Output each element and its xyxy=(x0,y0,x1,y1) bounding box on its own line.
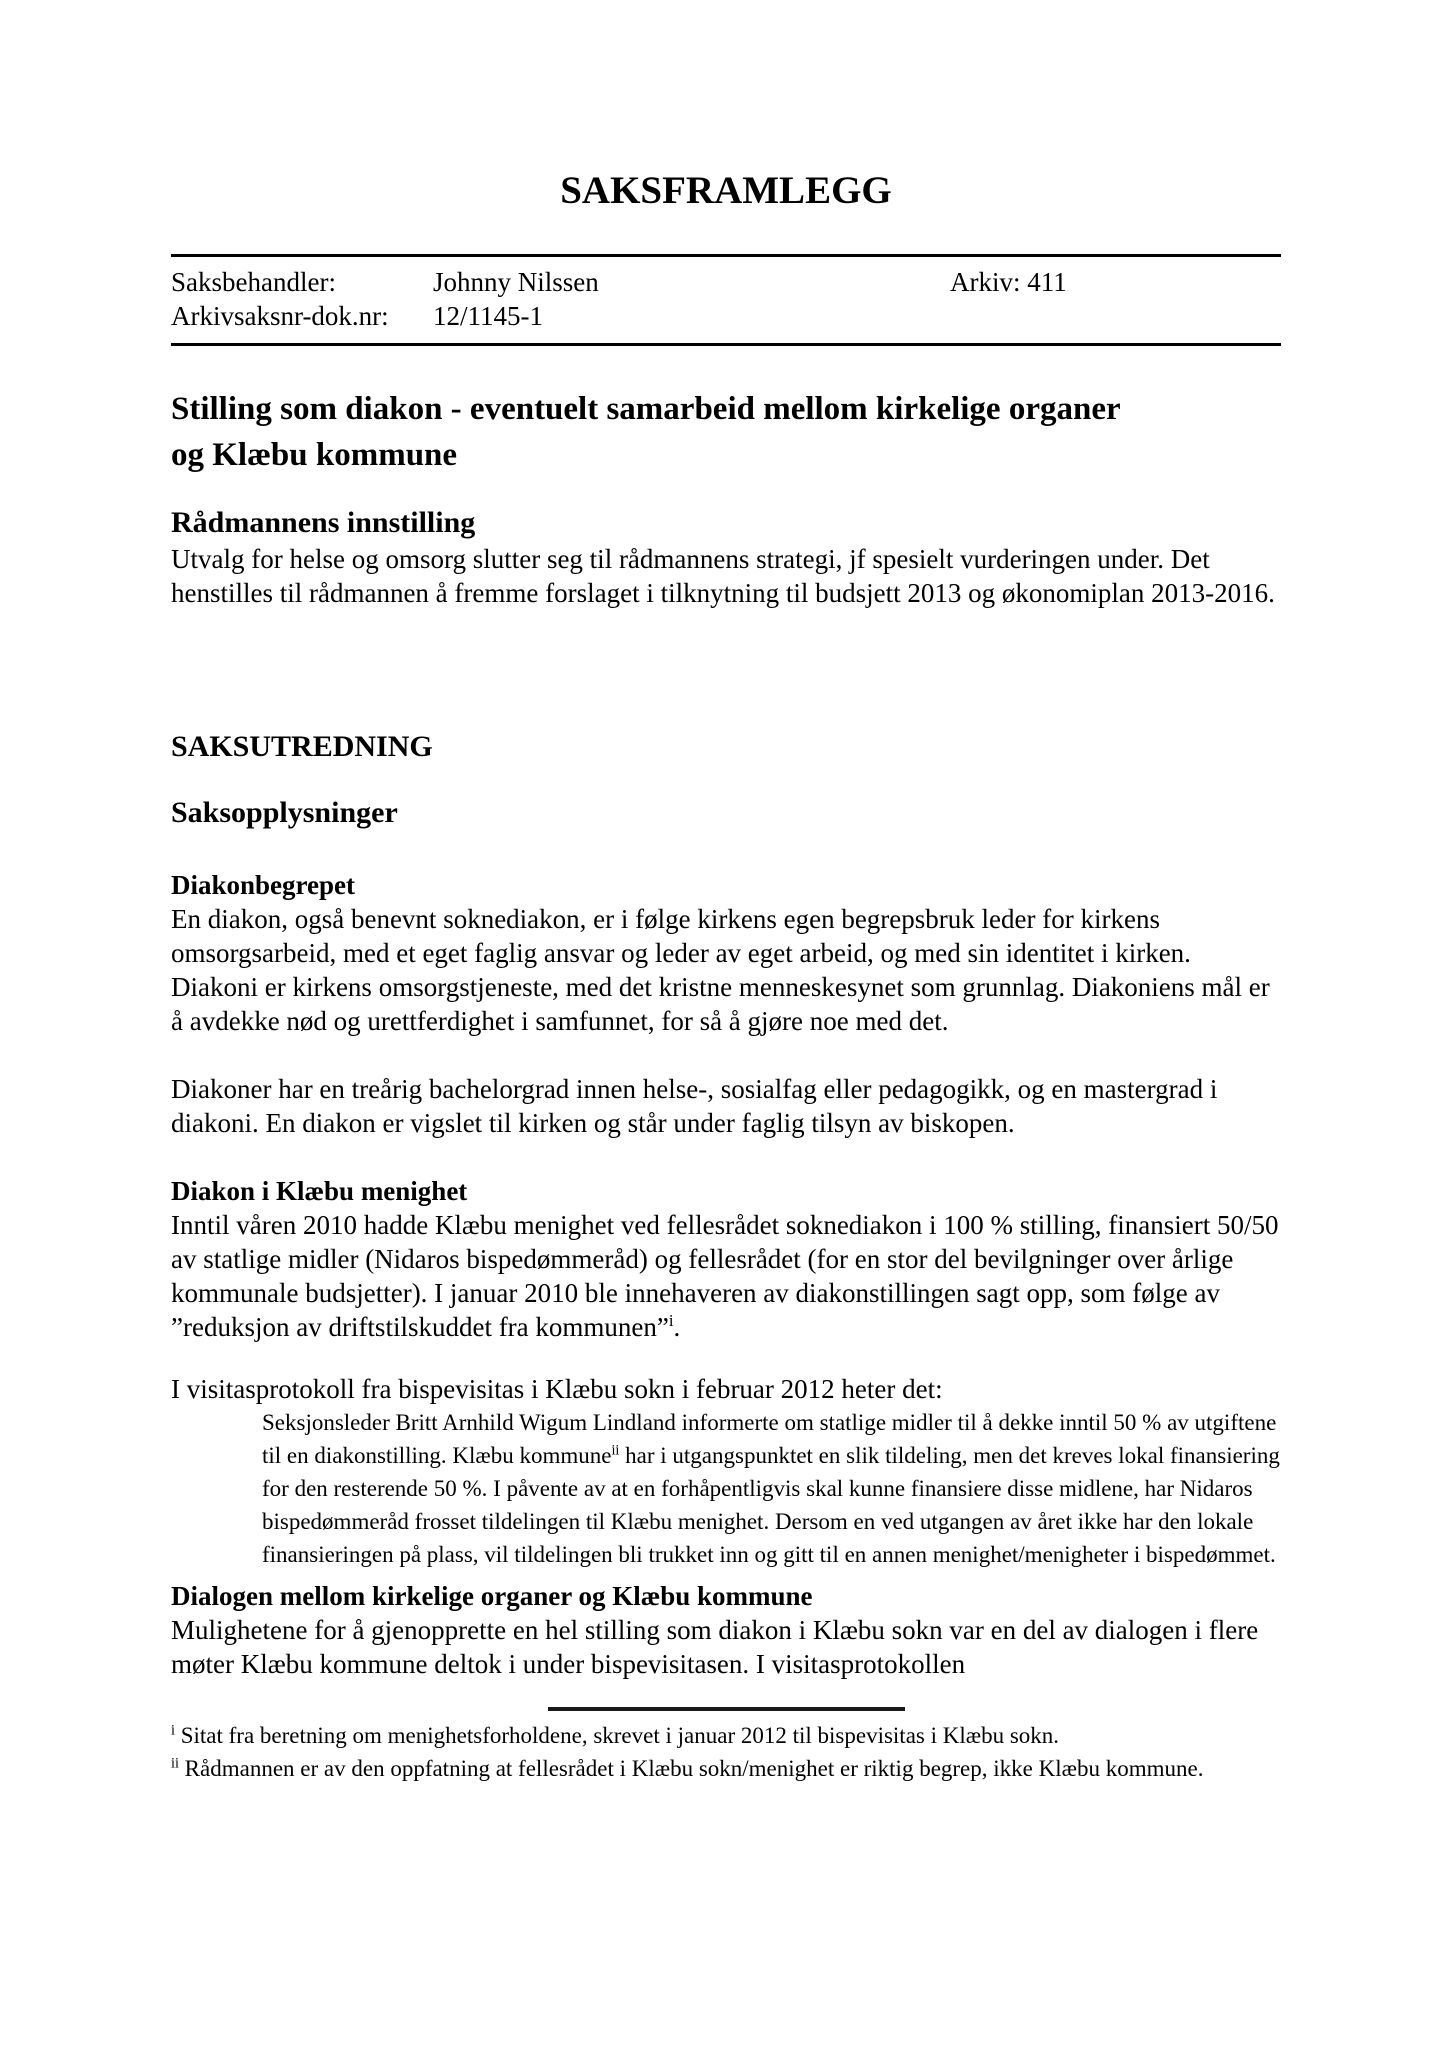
paragraph-visitasprotokoll-intro: I visitasprotokoll fra bispevisitas i Klæbu sokn i februar 2012 heter det: xyxy=(171,1374,943,1404)
footnote-ref-i: i xyxy=(668,1311,674,1330)
quote-text: har i utgangspunktet en slik tildeling, men det kreves lokal finansiering for den resterende 50 %. I påvente av at en forhåpentligvis skal kunne finansiere disse midlene, har Nidaros bispedømmeråd frosset tildelingen til Klæbu menighet. Dersom en ved utgangen av året ikke har den lokale finansieringen på plass, vil tildelingen bli trukket inn og gitt til en annen menighet/menigheter i bispedømmet. xyxy=(262,1443,1280,1567)
footnote-text: Sitat fra beretning om menighetsforholdene, skrevet i januar 2012 til bispevisitas i Klæbu sokn. xyxy=(174,1723,1060,1748)
arkivsaksnr-value: 12/1145-1 xyxy=(433,301,543,331)
heading-radmannens-innstilling: Rådmannens innstilling xyxy=(171,506,476,539)
arkiv-value: Arkiv: 411 xyxy=(950,267,1067,297)
heading-saksopplysninger: Saksopplysninger xyxy=(171,796,398,829)
paragraph-suffix: . xyxy=(673,1312,681,1342)
document-title: SAKSFRAMLEGG xyxy=(560,169,892,212)
paragraph-dialogen: Mulighetene for å gjenopprette en hel stilling som diakon i Klæbu sokn var en del av dialogen i flere møter Klæbu kommune deltok i under bispevisitasen. I visitasprotokollen xyxy=(171,1615,1259,1679)
empty-cell xyxy=(950,299,1281,333)
quote-text: Seksjonsleder Britt Arnhild Wigum Lindland informerte om statlige midler til å dekke inntil 50 % av utgiftene til en diakonstilling. Klæbu kommune xyxy=(262,1410,1277,1468)
footnote-marker-ii: ii xyxy=(171,1755,179,1772)
case-header-row xyxy=(171,265,1281,299)
case-header-row xyxy=(171,299,1281,333)
paragraph-diakon-i-klaebu xyxy=(171,1208,1281,1344)
heading-diakon-i-klaebu-menighet: Diakon i Klæbu menighet xyxy=(171,1176,468,1206)
paragraph-radmannens-innstilling: Utvalg for helse og omsorg slutter seg til rådmannens strategi, jf spesielt vurderingen under. Det henstilles til rådmannen å fremme forslaget i tilknytning til budsjett 2013 og økonomiplan 2013-2016. xyxy=(171,544,1275,608)
footnotes-section xyxy=(171,1719,1281,1785)
footnote-separator xyxy=(548,1707,905,1711)
saksbehandler-label: Saksbehandler: xyxy=(171,267,336,297)
case-header-table xyxy=(171,254,1281,346)
heading-saksutredning: SAKSUTREDNING xyxy=(171,730,433,763)
paragraph-diakonbegrepet-2: Diakoner har en treårig bachelorgrad innen helse-, sosialfag eller pedagogikk, og en mastergrad i diakoni. En diakon er vigslet til kirken og står under faglig tilsyn av biskopen. xyxy=(171,1074,1218,1138)
paragraph-text: Inntil våren 2010 hadde Klæbu menighet ved fellesrådet soknediakon i 100 % stilling, finansiert 50/50 av statlige midler (Nidaros bispedømmeråd) og fellesrådet (for en stor del bevilgninger over årlige kommunale budsjetter). I januar 2010 ble innehaveren av diakonstillingen sagt opp, som følge av ”reduksjon av driftstilskuddet fra kommunen” xyxy=(171,1210,1279,1342)
saksbehandler-value: Johnny Nilssen xyxy=(433,267,599,297)
footnote-text: Rådmannen er av den oppfatning at fellesrådet i Klæbu sokn/menighet er riktig begrep, ikke Klæbu kommune. xyxy=(178,1756,1204,1781)
footnote-i xyxy=(171,1719,1281,1752)
case-title: Stilling som diakon - eventuelt samarbeid mellom kirkelige organer og Klæbu kommune xyxy=(171,391,1121,473)
footnote-ref-ii: ii xyxy=(611,1442,620,1459)
heading-dialogen: Dialogen mellom kirkelige organer og Klæbu kommune xyxy=(171,1581,813,1611)
heading-diakonbegrepet: Diakonbegrepet xyxy=(171,870,356,900)
footnote-marker-i: i xyxy=(171,1722,175,1739)
paragraph-diakonbegrepet-1: En diakon, også benevnt soknediakon, er i følge kirkens egen begrepsbruk leder for kirkens omsorgsarbeid, med et eget faglig ansvar og leder av eget arbeid, og med sin identitet i kirken. Diakoni er kirkens omsorgstjeneste, med det kristne menneskesynet som grunnlag. Diakoniens mål er å avdekke nød og urettferdighet i samfunnet, for så å gjøre noe med det. xyxy=(171,904,1270,1036)
blockquote-visitasprotokoll xyxy=(262,1406,1281,1571)
footnote-ii xyxy=(171,1752,1281,1785)
arkivsaksnr-label: Arkivsaksnr-dok.nr: xyxy=(171,301,389,331)
